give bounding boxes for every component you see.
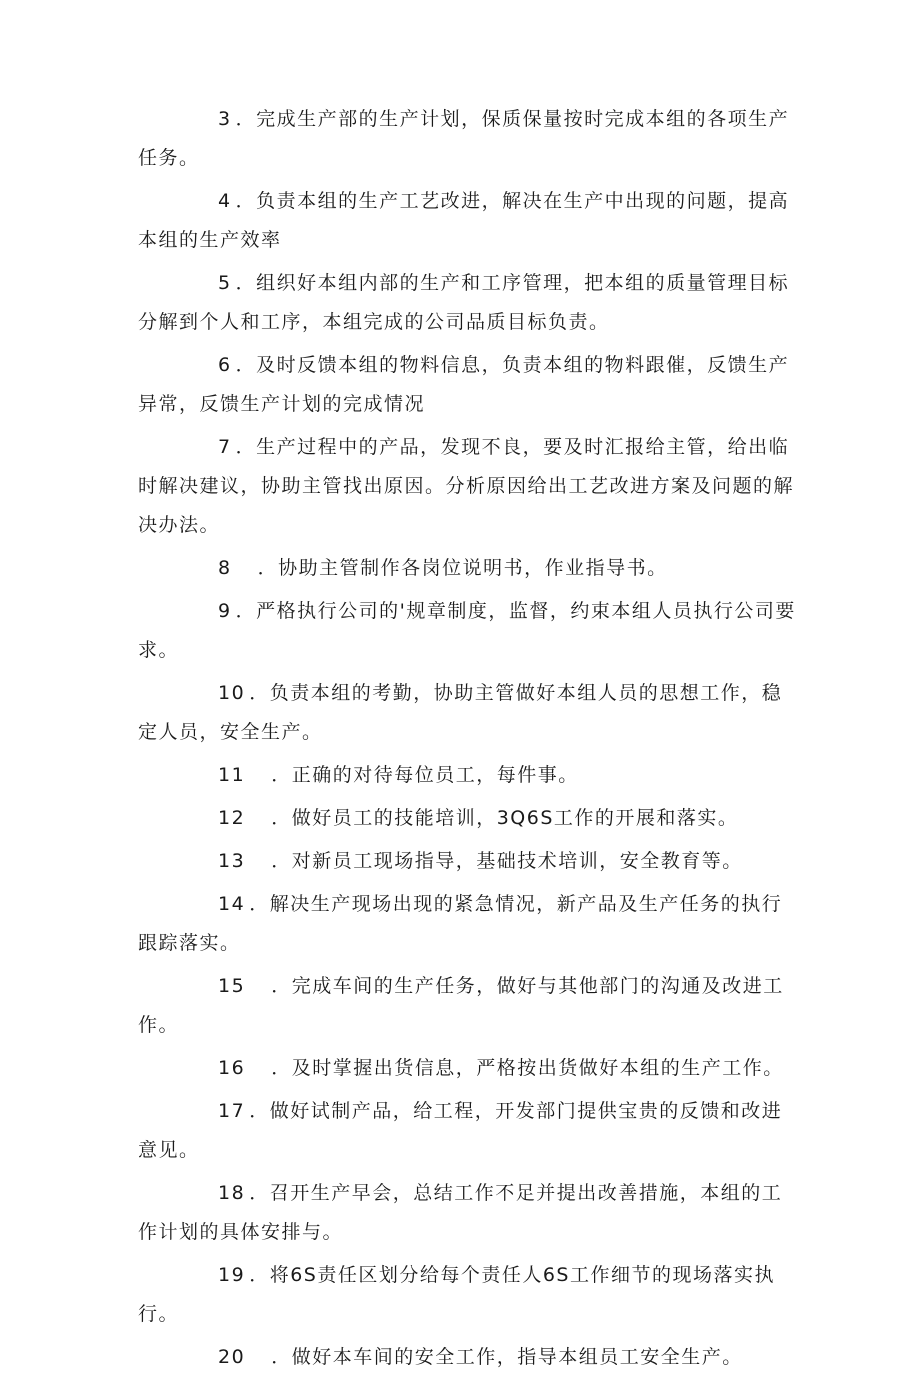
item-text: ．做好员工的技能培训，3Q6S工作的开展和落实。 (271, 807, 739, 829)
item-number: 11 (218, 764, 246, 786)
item-text: ．及时掌握出货信息，严格按出货做好本组的生产工作。 (271, 1057, 784, 1079)
list-item (138, 1338, 798, 1377)
item-text: ．做好本车间的安全工作，指导本组员工安全生产。 (271, 1346, 743, 1368)
list-item (138, 100, 798, 178)
list-item (138, 1256, 798, 1334)
item-text: ．及时反馈本组的物料信息，负责本组的物料跟催，反馈生产异常，反馈生产计划的完成情况 (138, 354, 790, 415)
item-number: 5 (218, 272, 232, 294)
list-item (138, 592, 798, 670)
item-text: ．严格执行公司的'规章制度，监督，约束本组人员执行公司要求。 (138, 600, 796, 661)
item-number: 7 (218, 436, 232, 458)
item-number: 6 (218, 354, 232, 376)
list-item (138, 1049, 798, 1088)
list-item (138, 1174, 798, 1252)
item-text: ．完成生产部的生产计划，保质保量按时完成本组的各项生产任务。 (138, 108, 790, 169)
item-number: 20 (218, 1346, 246, 1368)
item-number: 9 (218, 600, 232, 622)
item-number: 17 (218, 1100, 246, 1122)
item-text: ．召开生产早会，总结工作不足并提出改善措施，本组的工作计划的具体安排与。 (138, 1182, 783, 1243)
item-number: 10 (218, 682, 246, 704)
list-item (138, 549, 798, 588)
list-item (138, 674, 798, 752)
item-number: 12 (218, 807, 246, 829)
duty-list (138, 100, 798, 1381)
list-item (138, 842, 798, 881)
item-text: ．负责本组的生产工艺改进，解决在生产中出现的问题，提高本组的生产效率 (138, 190, 790, 251)
list-item (138, 967, 798, 1045)
item-text: ．完成车间的生产任务，做好与其他部门的沟通及改进工作。 (138, 975, 784, 1036)
list-item (138, 756, 798, 795)
item-text: ．对新员工现场指导，基础技术培训，安全教育等。 (271, 850, 743, 872)
list-item (138, 1092, 798, 1170)
item-text: ．解决生产现场出现的紧急情况，新产品及生产任务的执行跟踪落实。 (138, 893, 783, 954)
list-item (138, 885, 798, 963)
item-number: 18 (218, 1182, 246, 1204)
item-text: ．生产过程中的产品，发现不良，要及时汇报给主管，给出临时解决建议，协助主管找出原因。分析原因给出工艺改进方案及问题的解决办法。 (138, 436, 795, 536)
item-text: ．做好试制产品，给工程，开发部门提供宝贵的反馈和改进意见。 (138, 1100, 783, 1161)
list-item (138, 182, 798, 260)
item-text: ．协助主管制作各岗位说明书，作业指导书。 (257, 557, 668, 579)
item-number: 8 (218, 557, 232, 579)
item-number: 14 (218, 893, 246, 915)
item-number: 15 (218, 975, 246, 997)
item-number: 19 (218, 1264, 246, 1286)
list-item (138, 799, 798, 838)
item-text: ．负责本组的考勤，协助主管做好本组人员的思想工作，稳定人员，安全生产。 (138, 682, 783, 743)
item-number: 16 (218, 1057, 246, 1079)
list-item (138, 428, 798, 545)
item-text: ．将6S责任区划分给每个责任人6S工作细节的现场落实执行。 (138, 1264, 775, 1325)
item-text: ．组织好本组内部的生产和工序管理，把本组的质量管理目标分解到个人和工序，本组完成的公司品质目标负责。 (138, 272, 790, 333)
item-text: ．正确的对待每位员工，每件事。 (271, 764, 579, 786)
item-number: 3 (218, 108, 232, 130)
item-number: 4 (218, 190, 232, 212)
list-item (138, 264, 798, 342)
item-number: 13 (218, 850, 246, 872)
list-item (138, 346, 798, 424)
